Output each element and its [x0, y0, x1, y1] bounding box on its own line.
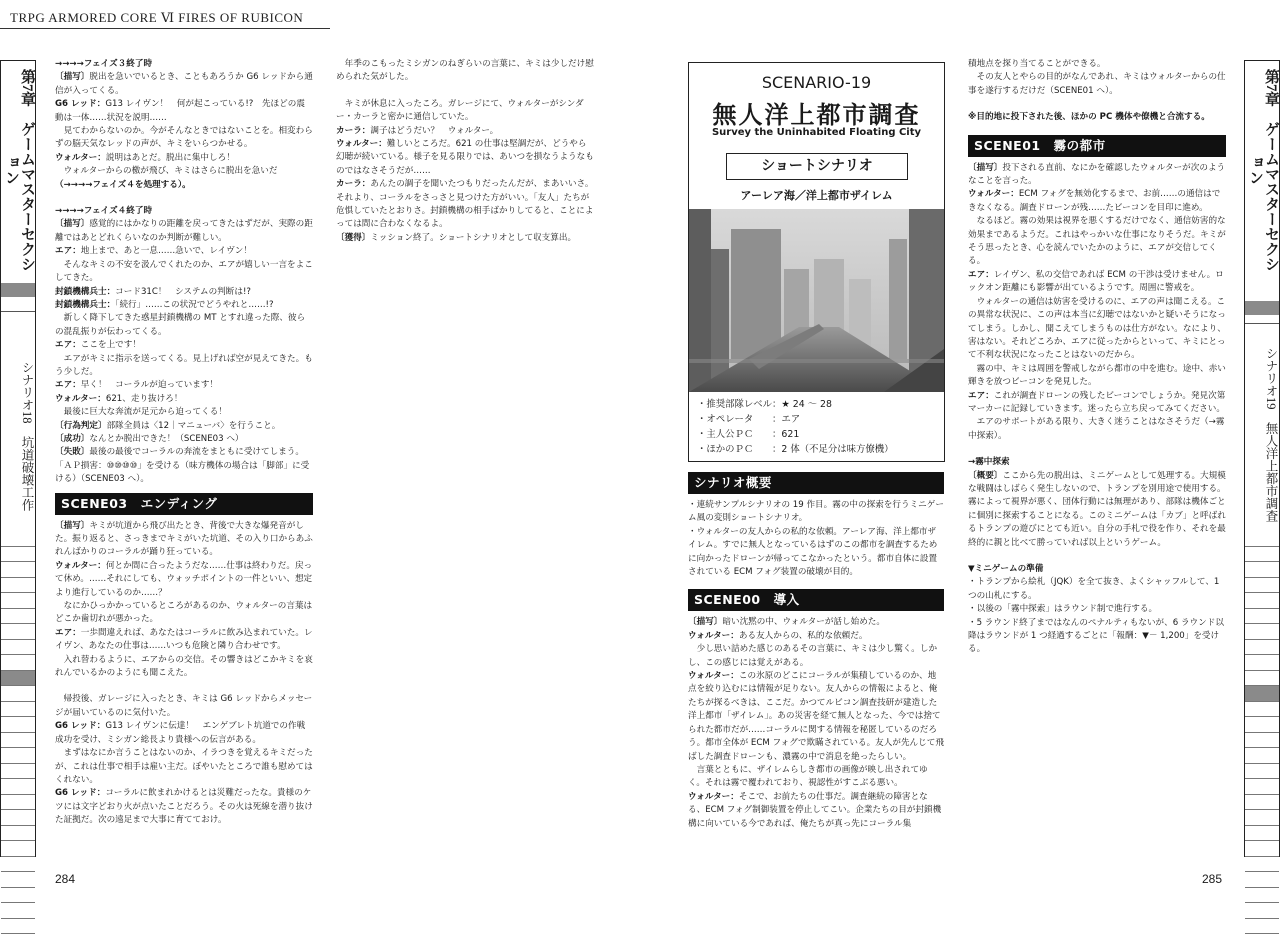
tick-mark	[1245, 671, 1279, 687]
tick-mark	[1245, 702, 1279, 718]
paragraph-text: 部隊全員は〈12｜マニューバ〉を行うこと。	[107, 421, 281, 431]
paragraph	[55, 259, 313, 286]
paragraph-text: ここを上です！	[81, 340, 141, 350]
paragraph	[55, 420, 313, 433]
paragraph	[336, 58, 594, 85]
speaker-label: エア：	[968, 270, 994, 280]
speaker-label: ウォルター：	[688, 671, 739, 681]
foggy-city-image	[689, 209, 944, 392]
paragraph	[968, 363, 1226, 390]
speaker-label: 〔描写〕	[55, 72, 89, 82]
speaker-label: →→→→フェイズ３終了時	[55, 59, 152, 69]
paragraph-text: ・5 ラウンド終了まではなんのペナルティもないが、6 ラウンド以降はラウンドが 1 つ経過するごとに「報酬：▼－ 1,200」を受ける。	[968, 618, 1224, 655]
tab-marker-right	[1245, 301, 1279, 315]
paragraph-text: そんなキミの不安を汲んでくれたのか、エアが嬉しい一言をよこしてきた。	[55, 260, 313, 283]
speaker-label: G6 レッド：	[55, 99, 105, 109]
speaker-label: 〔描写〕	[968, 163, 1002, 173]
tick-mark	[1245, 733, 1279, 749]
paragraph	[968, 390, 1226, 417]
speaker-label: エア：	[55, 340, 81, 350]
spec-value: 621	[781, 429, 799, 440]
tick-mark	[1, 872, 35, 888]
speaker-label: エア：	[968, 391, 994, 401]
paragraph-text: 脱出を急いでいるとき、こともあろうか G6 レッドから通信が入ってくる。	[55, 72, 313, 95]
right-sidebar	[1244, 60, 1280, 857]
paragraph	[968, 603, 1226, 616]
paragraph-text: 説明はあとだ。脱出に集中しろ！	[106, 153, 235, 163]
paragraph	[55, 446, 313, 486]
paragraph	[55, 98, 313, 125]
paragraph-text: ある友人からの、私的な依頼だ。	[739, 631, 868, 641]
tick-mark	[1245, 779, 1279, 795]
tick-mark	[1245, 593, 1279, 609]
spec-value: エア	[781, 414, 800, 425]
speaker-label: →→→→フェイズ４終了時	[55, 206, 152, 216]
paragraph	[55, 71, 313, 98]
paragraph-text: ・トランプから絵札（JQK）を全て抜き、よくシャッフルして、1 つの山札にする。	[968, 577, 1219, 600]
scene01-heading: SCENE01 霧の都市	[968, 135, 1226, 157]
tick-mark	[1, 841, 35, 857]
tick-mark	[1245, 655, 1279, 671]
tick-mark	[1, 562, 35, 578]
tab-divider-right	[1245, 323, 1279, 338]
tick-mark	[1, 640, 35, 656]
spec-label: ・オペレータ ：	[697, 414, 781, 425]
paragraph	[55, 560, 313, 600]
paragraph-text: まずはなにか言うことはないのか、イラつきを覚えるキミだったが、これは仕事で相手は雇い主だ。ぼやいたところで誰も慰めてはくれない。	[55, 748, 313, 785]
chapter-tab: 第7章 ゲームマスターセクション	[1, 65, 35, 275]
speaker-label: 〔描写〕	[688, 617, 722, 627]
paragraph	[55, 520, 313, 560]
tick-mark	[1, 609, 35, 625]
paragraph-text: 少し思い詰めた感じのあるその言葉に、キミは少し驚く。しかし、この感じには覚えがある。	[688, 644, 937, 667]
scenario-box	[688, 62, 945, 462]
scenario-tab-right: シナリオ19 無人洋上都市調査	[1245, 339, 1279, 529]
paragraph-text: 一歩間違えれば、あなたはコーラルに飲み込まれていた。レイヴン、あなたの仕事は……いつも危険と隣り合わせです。	[55, 628, 313, 651]
paragraph	[55, 245, 313, 258]
speaker-label: カーラ：	[336, 179, 370, 189]
paragraph-text: 調子はどうだい？ ウォルター。	[370, 126, 498, 136]
tick-mark	[1, 702, 35, 718]
paragraph	[55, 312, 313, 339]
paragraph	[968, 296, 1226, 363]
tick-mark	[1245, 810, 1279, 826]
tick-mark	[1, 547, 35, 563]
tick-mark	[1245, 795, 1279, 811]
tick-mark	[1, 748, 35, 764]
tick-mark	[1, 733, 35, 749]
paragraph-text: キミが坑道から飛び出たとき、背後で大きな爆発音がした。振り返ると、さっきまでキミがいた坑道、その入り口からあふれんばかりのコーラルが踊り狂っている。	[55, 521, 313, 558]
speaker-label: 〔失敗〕	[55, 447, 89, 457]
paragraph-text: 難しいところだ。621 の仕事は堅調だが、どうやら幻聴が続いている。様子を見る限りでは、あいつを損なうようなものではなさそうだが……	[336, 139, 594, 176]
paragraph	[688, 791, 944, 831]
paragraph	[968, 58, 1226, 71]
paragraph	[336, 98, 594, 125]
paragraph	[55, 627, 313, 654]
paragraph	[968, 71, 1226, 98]
paragraph-text: G13 レイヴン！ 何が起こっている!? 先ほどの震動は一体……状況を説明……	[55, 99, 305, 122]
tick-mark	[1245, 764, 1279, 780]
paragraph-text: エアがキミに指示を送ってくる。見上げれば空が見えてきた。もう少しだ。	[55, 354, 313, 377]
tick-mark	[1, 578, 35, 594]
paragraph-text: →霧中探索	[968, 457, 1010, 467]
tick-mark	[1245, 640, 1279, 656]
paragraph	[336, 232, 594, 245]
paragraph-text: 最後に巨大な奔流が足元から迫ってくる！	[64, 407, 227, 417]
paragraph	[688, 643, 944, 670]
speaker-label: ウォルター：	[688, 631, 739, 641]
paragraph-text: G13 レイヴンに伝達！ エンゲブレト坑道での作戦成功を受け、ミシガン総長より貴様への伝言がある。	[55, 721, 305, 744]
paragraph	[968, 470, 1226, 550]
paragraph	[55, 192, 313, 205]
tick-mark	[1245, 609, 1279, 625]
paragraph-text: コード31C！ システムの判断は!?	[115, 287, 251, 297]
paragraph	[55, 353, 313, 380]
speaker-label: G6 レッド：	[55, 721, 105, 731]
paragraph-text: 最後の最後でコーラルの奔流をまともに受けてしまう。「ＡＰ損害：⑩⑩⑩⑩」を受ける（味方機体の場合は「脚部」に受ける）（SCENE03 へ）。	[55, 447, 309, 484]
tick-mark	[1, 779, 35, 795]
paragraph-text: そこで、お前たちの仕事だ。調査継続の障害となる、ECM フォグ制御装置を停止してこい。企業たちの目が封鎖機構に向いている今であれば、俺たちが真っ先にコーラル集	[688, 792, 941, 829]
paragraph-text: 新しく降下してきた惑星封鎖機構の MT とすれ違った際、彼らの混乱振りが伝わってくる。	[55, 313, 305, 336]
speaker-label: エア：	[55, 246, 81, 256]
spec-row	[697, 397, 942, 412]
spec-label: ・主人公ＰＣ ：	[697, 429, 781, 440]
paragraph	[336, 85, 594, 98]
tick-mark	[1, 686, 35, 702]
scenario-subtitle: Survey the Uninhabited Floating City	[689, 127, 944, 138]
speaker-label: G6 レッド：	[55, 788, 105, 798]
chapter-tab-right: 第7章 ゲームマスターセクション	[1245, 65, 1279, 275]
paragraph	[55, 165, 313, 178]
paragraph-text: （→→→→フェイズ４を処理する）。	[55, 180, 191, 190]
paragraph	[968, 456, 1226, 469]
scene03-heading: SCENE03 エンディング	[55, 493, 313, 515]
scene00-heading: SCENE00 導入	[688, 589, 944, 611]
paragraph	[968, 576, 1226, 603]
paragraph	[55, 406, 313, 419]
speaker-label: ウォルター：	[55, 561, 106, 571]
speaker-label: 〔概要〕	[968, 471, 1002, 481]
tick-mark	[1245, 562, 1279, 578]
page-number-right: 285	[1202, 872, 1222, 886]
spec-label: ・推奨部隊レベル：	[697, 399, 781, 410]
header-rule	[0, 28, 330, 29]
paragraph-text: 感覚的にはかなりの距離を戻ってきたはずだが、実際の距離ではあとどれくらいなのか判断が難しい。	[55, 219, 313, 242]
tick-mark	[1245, 748, 1279, 764]
scenario-type: ショートシナリオ	[726, 153, 908, 180]
paragraph	[55, 693, 313, 720]
paragraph	[968, 617, 1226, 657]
tab-divider	[1, 311, 35, 342]
paragraph	[55, 787, 313, 827]
spec-row	[697, 427, 942, 442]
paragraph-text: 621、走り抜けろ！	[106, 394, 183, 404]
speaker-label: ウォルター：	[688, 792, 739, 802]
spec-value: 2 体（不足分は味方僚機）	[781, 444, 893, 455]
paragraph	[968, 162, 1226, 189]
tick-mark	[1245, 624, 1279, 640]
spec-row	[697, 412, 942, 427]
speaker-label: 封鎖機構兵士：	[55, 287, 115, 297]
paragraph-text: ここから先の脱出は、ミニゲームとして処理する。大規模な戦闘はしばらく発生しないので、トランプを別用途で使用する。霧によって視界が悪く、団体行動には無理があり、部隊は機体ごとに個別に探索することになる。このミニゲームは「カブ」と呼ばれるトランプの遊びにとても近い。自分の手札で役を作り、それを最終的に親と比べて勝っていれば以上というゲーム。	[968, 471, 1226, 548]
tick-mark	[1245, 872, 1279, 888]
tick-column-right	[1245, 531, 1279, 934]
tick-mark	[1245, 857, 1279, 873]
paragraph-text: 地上まで、あと一息……急いで、レイヴン！	[81, 246, 252, 256]
paragraph-text: 言葉とともに、ザイレムらしき都市の画像が映し出されてゆく。それは霧で覆われており、視認性がすこぶる悪い。	[688, 765, 928, 788]
paragraph-text: ※目的地に投下された後、ほかの PC 機体や僚機と合流する。	[968, 112, 1210, 122]
speaker-label: 封鎖機構兵士：	[55, 300, 115, 310]
speaker-label: 〔描写〕	[55, 219, 89, 229]
tick-mark	[1, 764, 35, 780]
paragraph-text: なにかひっかかっているところがあるのか、ウォルターの言葉はどこか歯切れが悪かった。	[55, 601, 312, 624]
paragraph	[688, 670, 944, 764]
paragraph-text: ▼ミニゲームの準備	[968, 564, 1043, 574]
speaker-label: 〔行為判定〕	[55, 421, 107, 431]
paragraph	[55, 339, 313, 352]
paragraph	[688, 526, 944, 580]
paragraph-text: ミッション終了。ショートシナリオとして収支算出。	[370, 233, 576, 243]
tick-mark	[1, 671, 35, 687]
speaker-label: ウォルター：	[55, 153, 106, 163]
paragraph-text: 早く！ コーラルが迫っています！	[81, 380, 218, 390]
tick-mark	[1, 655, 35, 671]
paragraph	[968, 563, 1226, 576]
paragraph	[55, 218, 313, 245]
paragraph	[55, 286, 313, 299]
paragraph	[968, 98, 1226, 111]
paragraph	[688, 764, 944, 791]
paragraph	[55, 125, 313, 152]
paragraph-text: 入れ替わるように、エアからの交信。その響きはどこかキミを哀れんでいるかのようにも聞こえた。	[55, 655, 313, 678]
speaker-label: ウォルター：	[336, 139, 387, 149]
paragraph-text: なんとか脱出できた！（SCENE03 へ）	[89, 434, 243, 444]
paragraph-text: 霧の中、キミは周囲を警戒しながら都市の中を進む。途中、赤い輝きを放つビーコンを発見した。	[968, 364, 1226, 387]
scenario-specs	[697, 397, 942, 457]
paragraph	[968, 550, 1226, 563]
paragraph-text: なるほど。霧の効果は視界を悪くするだけでなく、通信妨害的な効果まであるようだ。これはやっかいな仕事になりそうだ。キミがそう思ったとき、心を読んでいたかのように、エアが交信してくる。	[968, 216, 1226, 266]
page-number-left: 284	[55, 872, 75, 886]
tick-mark	[1, 531, 35, 547]
speaker-label: ウォルター：	[55, 394, 106, 404]
paragraph-text: これが調査ドローンの残したビーコンでしょうか。発見次第マーカーに記録していきます。迷ったら立ち戻ってみてください。	[968, 391, 1225, 414]
paragraph-text: レイヴン、私の交信であれば ECM の干渉は受けません。ロックオン距離にも影響が出ているようです。周囲に警戒を。	[968, 270, 1224, 293]
tick-mark	[1, 593, 35, 609]
paragraph-text: ウォルターの通信は妨害を受けるのに、エアの声は聞こえる。この異常な状況に、この声は本当に幻聴ではないかと疑いそうになってしまう。しかし、聞こえてしまうものは仕方がない。なにより、害はない。それどころか、エアに従ったからといって、キミにとって不利な状況になったことはないのだから。	[968, 297, 1226, 361]
paragraph-text: ウォルターからの檄が飛び、キミはさらに脱出を急いだ	[64, 166, 278, 176]
tick-mark	[1, 826, 35, 842]
paragraph	[55, 433, 313, 446]
speaker-label: 〔成功〕	[55, 434, 89, 444]
tick-mark	[1, 857, 35, 873]
tick-mark	[1245, 903, 1279, 919]
left-sidebar	[0, 60, 36, 857]
paragraph-text: 帰投後、ガレージに入ったとき、キミは G6 レッドからメッセージが届いているのに気付いた。	[55, 694, 312, 717]
paragraph	[55, 720, 313, 747]
tick-mark	[1, 624, 35, 640]
tick-mark	[1245, 888, 1279, 904]
paragraph-text: 投下される直前、なにかを確認したウォルターが次のようなことを言った。	[968, 163, 1225, 186]
paragraph-text: コーラルに飲まれかけるとは災難だったな。貴様のケツには文字どおり火が点いたことだろう。その火は死線を潜り抜けた証拠だ。次の遠足まで大事に育てておけ。	[55, 788, 313, 825]
paragraph	[55, 179, 313, 192]
tick-mark	[1, 810, 35, 826]
paragraph-text: ・連続サンプルシナリオの 19 作目。霧の中の探索を行うミニゲーム風の変則ショートシナリオ。	[688, 500, 944, 523]
paragraph	[336, 178, 594, 232]
paragraph	[688, 499, 944, 526]
paragraph	[55, 58, 313, 71]
column-4	[968, 58, 1226, 657]
paragraph-text: 暗い沈黙の中、ウォルターが話し始めた。	[722, 617, 885, 627]
paragraph-text: 積地点を探り当てることができる。	[968, 59, 1106, 69]
scenario-title: 無人洋上都市調査	[689, 95, 944, 130]
paragraph	[55, 379, 313, 392]
running-title: TRPG ARMORED CORE Ⅵ FIRES OF RUBICON	[10, 10, 303, 26]
tick-mark	[1, 919, 35, 934]
column-1	[55, 58, 313, 828]
speaker-label: エア：	[55, 628, 81, 638]
paragraph-text: 何とか間に合ったようだな……仕事は終わりだ。戻って休め。……それにしても、ウォッチポイントの一件といい、想定より進行しているのか……？	[55, 561, 312, 598]
paragraph	[55, 152, 313, 165]
speaker-label: 〔描写〕	[55, 521, 89, 531]
tick-mark	[1245, 919, 1279, 934]
column-2	[336, 58, 594, 245]
tick-mark	[1, 888, 35, 904]
paragraph	[55, 680, 313, 693]
paragraph	[55, 299, 313, 312]
tick-mark	[1245, 826, 1279, 842]
paragraph	[968, 443, 1226, 456]
speaker-label: 〔獲得〕	[336, 233, 370, 243]
tick-mark	[1, 795, 35, 811]
overview-heading: シナリオ概要	[688, 472, 944, 494]
paragraph	[55, 600, 313, 627]
paragraph-text: その友人とやらの目的がなんであれ、キミはウォルターからの仕事を遂行するだけだ（SCENE01 へ）。	[968, 72, 1226, 95]
paragraph-text: エアのサポートがある限り、大きく迷うことはなさそうだ（→霧中探索）。	[968, 417, 1224, 440]
tick-mark	[1245, 531, 1279, 547]
paragraph	[968, 111, 1226, 124]
tick-mark	[1245, 686, 1279, 702]
paragraph-text: この氷原のどこにコーラルが集積しているのか、地点を絞り込むには情報が足りない。友人からの情報によると、俺たちが探るべきは、ここだ。かつてルビコン調査技研が建造した洋上都市「ザイレム」。あの災害を経て無人となった、今では捨てられた都市だが……コーラルに関する情報を秘匿しているのだろう。都市全体が ECM フォグで欺瞞されている。友人が先んじて飛ばした調査ドローンも、濃霧の中で消息を絶ったらしい。	[688, 671, 944, 761]
paragraph	[968, 215, 1226, 269]
paragraph	[55, 747, 313, 787]
paragraph	[55, 205, 313, 218]
scenario-tab: シナリオ18 坑道破壊工作	[1, 341, 35, 531]
paragraph-text: ・以後の「霧中探索」はラウンド制で進行する。	[968, 604, 1157, 614]
tick-mark	[1245, 841, 1279, 857]
tick-column	[1, 531, 35, 934]
column-3	[688, 472, 944, 831]
scenario-location: アーレア海／洋上都市ザイレム	[689, 187, 944, 203]
speaker-label: エア：	[55, 380, 81, 390]
paragraph	[968, 188, 1226, 215]
paragraph	[688, 616, 944, 629]
spec-label: ・ほかのＰＣ ：	[697, 444, 781, 455]
paragraph-text: 「続行」……この状況でどうやれと……!?	[115, 300, 273, 310]
tick-mark	[1, 717, 35, 733]
paragraph	[55, 654, 313, 681]
tab-marker	[1, 283, 35, 297]
paragraph	[336, 125, 594, 138]
paragraph-text: ECM フォグを無効化するまで、お前……の通信はできなくなる。調査ドローンが残……たビーコンを目印に進め。	[968, 189, 1220, 212]
paragraph-text: あんたの調子を聞いたつもりだったんだが、まあいいさ。それより、コーラルをさっさと見つけた方がいい。「友人」たちが危惧していたとおりさ。封鎖機構の相手ばかりしてると、ことによっては間に合わなくなるよ。	[336, 179, 594, 229]
paragraph	[968, 416, 1226, 443]
spec-value: ★ 24 ～ 28	[781, 399, 832, 410]
paragraph	[55, 393, 313, 406]
paragraph	[688, 630, 944, 643]
tick-mark	[1245, 547, 1279, 563]
paragraph-text: キミが休息に入ったころ。ガレージにて、ウォルターがシンダー・カーラと密かに通信していた。	[336, 99, 584, 122]
paragraph-text: ・ウォルターの友人からの私的な依頼。アーレア海、洋上都市ザイレム。すでに無人となっているはずのこの都市を調査するために向かったドローンが帰ってこなかったという。都市自体に設置されている ECM フォグ装置の破壊が目的。	[688, 527, 937, 577]
paragraph-text: 見てわからないのか。今がそんなときではないことを。相変わらずの脳天気なレッドの声が、キミをいらつかせる。	[55, 126, 313, 149]
paragraph	[336, 138, 594, 178]
paragraph-text: 年季のこもったミシガンのねぎらいの言葉に、キミは少しだけ慰められた気がした。	[336, 59, 594, 82]
tick-mark	[1, 903, 35, 919]
speaker-label: ウォルター：	[968, 189, 1019, 199]
tick-mark	[1245, 578, 1279, 594]
scenario-number: SCENARIO-19	[689, 73, 944, 92]
tick-mark	[1245, 717, 1279, 733]
paragraph	[968, 269, 1226, 296]
spec-row	[697, 442, 942, 457]
speaker-label: カーラ：	[336, 126, 370, 136]
